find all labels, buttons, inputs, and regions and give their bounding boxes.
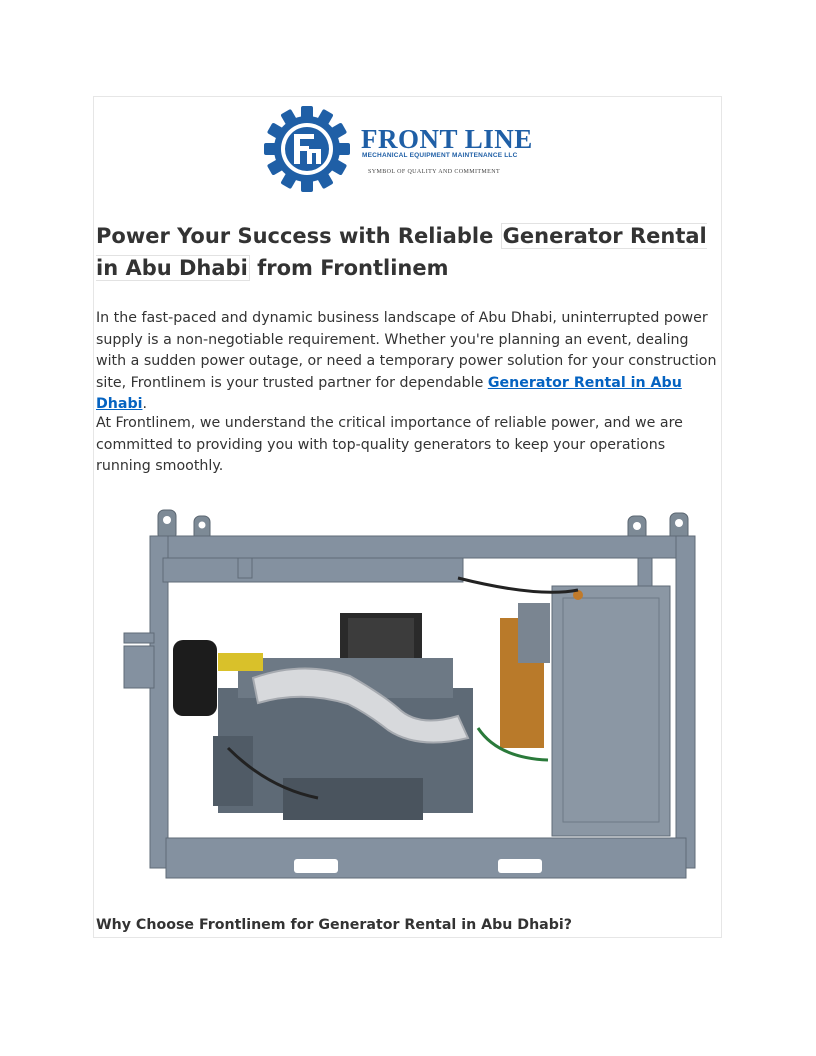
brand-name: FRONT LINE xyxy=(361,124,533,154)
brand-subtitle: MECHANICAL EQUIPMENT MAINTENANCE LLC xyxy=(362,152,518,159)
commitment-paragraph: At Frontlinem, we understand the critical importance of reliable power, and we are committed to providing you with top-quality generators to keep your operations running smoothly. xyxy=(96,415,683,474)
intro-end: . xyxy=(142,396,147,412)
title-suffix: from Frontlinem xyxy=(249,256,449,280)
intro-text: In the fast-paced and dynamic business landscape of Abu Dhabi, uninterrupted power supply is a non-negotiable requirement. Whether you're planning an event, dealing with a sudden power outage, or need a temporary power solution for your construction site, Frontlinem is your trusted partner for dependable xyxy=(96,310,717,391)
brand-tagline: SYMBOL OF QUALITY AND COMMITMENT xyxy=(368,169,501,175)
company-logo xyxy=(264,104,534,194)
title-keyword: Generator Rental in Abu Dhabi xyxy=(96,224,707,280)
section-heading: Why Choose Frontlinem for Generator Rental in Abu Dhabi? xyxy=(96,917,572,933)
title-prefix: Power Your Success with Reliable xyxy=(96,224,501,248)
page-title xyxy=(96,220,716,284)
generator-rental-link[interactable]: Generator Rental in Abu Dhabi xyxy=(96,374,682,412)
intro-paragraph xyxy=(96,308,720,416)
generator-image xyxy=(118,498,698,888)
gear-logo-icon xyxy=(264,104,354,194)
